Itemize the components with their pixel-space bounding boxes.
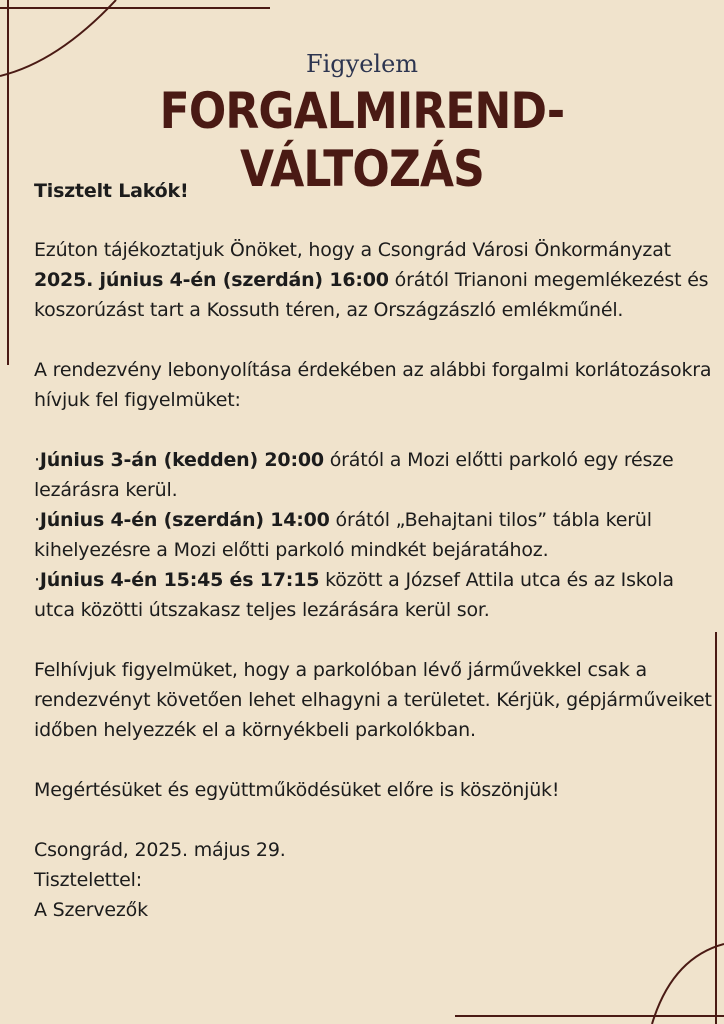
greeting: Tisztelt Lakók! [34,180,189,202]
closing: Tisztelettel: [34,869,142,891]
bullet-bold: Június 4-én (szerdán) 14:00 [39,509,330,531]
page-title: FORGALMIREND-VÁLTOZÁS [159,82,565,198]
header-kicker: Figyelem [305,50,419,78]
intro-paragraph [34,235,714,325]
signer: A Szervezők [34,899,148,921]
list-item [34,565,714,625]
signature-block [34,835,714,925]
thanks-paragraph: Megértésüket és együttműködésüket előre is köszönjük! [34,779,560,801]
notice-paragraph: Felhívjuk figyelmüket, hogy a parkolóban lévő járművekkel csak a rendezvényt követően lehet elhagyni a területet. Kérjük, gépjárműveiket időben helyezzék el a környékbeli parkolókban. [34,659,712,741]
bullet-bold: Június 3-án (kedden) 20:00 [39,449,324,471]
bullet-marker: · [34,509,40,531]
bullet-bold: Június 4-én 15:45 és 17:15 [39,569,320,591]
letter-body [34,176,714,925]
list-item [34,445,714,505]
restrictions-list [34,445,714,625]
ornament-bottom-right-arc [652,944,724,1024]
bullet-text: órától a Mozi előtti parkoló egy része lezárásra kerül. [34,449,674,501]
bullet-text: között a József Attila utca és az Iskola utca közötti útszakasz teljes lezárására kerül sor. [34,569,674,621]
event-date: 2025. június 4-én (szerdán) 16:00 [34,269,389,291]
place-date: Csongrád, 2025. május 29. [34,839,286,861]
intro-text-2: órától Trianoni megemlékezést és koszorúzást tart a Kossuth téren, az Országzászló emlékműnél. [34,269,709,321]
list-item [34,505,714,565]
restrictions-intro: A rendezvény lebonyolítása érdekében az alábbi forgalmi korlátozásokra hívjuk fel figyelmüket: [34,359,712,411]
bullet-marker: · [34,449,40,471]
bullet-text: órától „Behajtani tilos” tábla kerül kihelyezésre a Mozi előtti parkoló mindkét bejáratához. [34,509,652,561]
intro-text-1: Ezúton tájékoztatjuk Önöket, hogy a Csongrád Városi Önkormányzat [34,239,671,261]
bullet-marker: · [34,569,40,591]
